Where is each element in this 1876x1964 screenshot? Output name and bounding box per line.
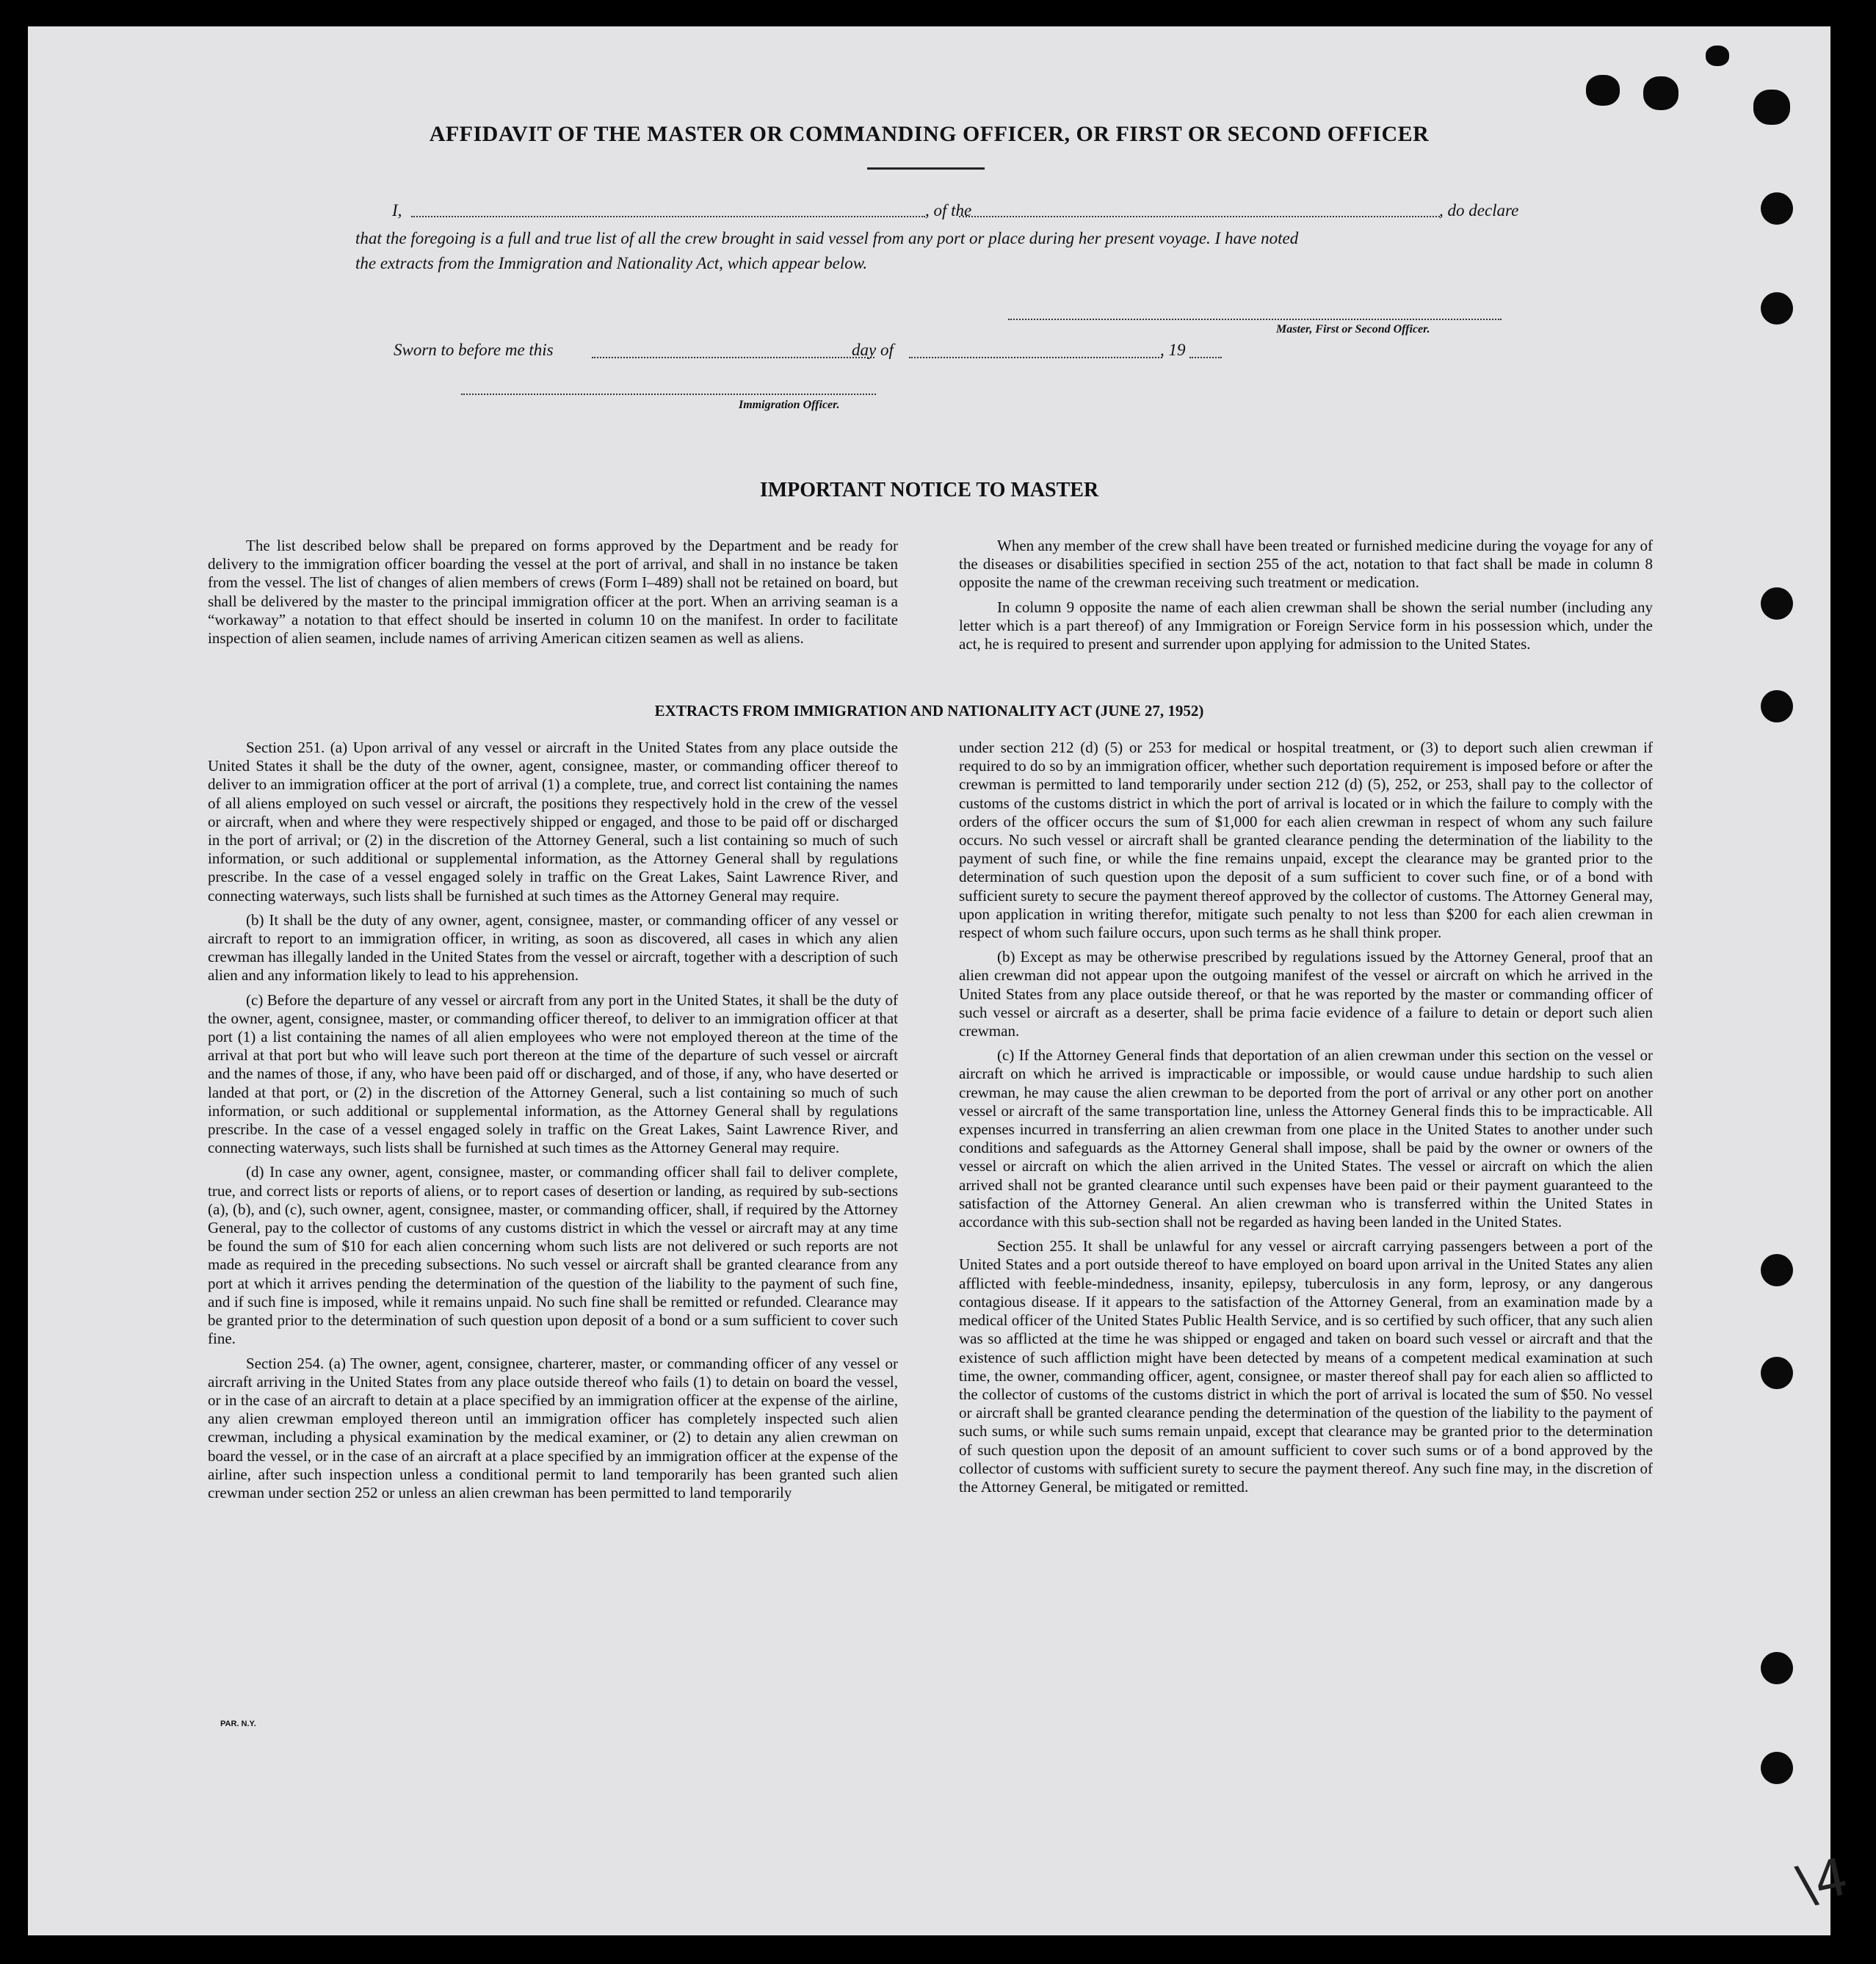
affidavit-line3: the extracts from the Immigration and Nationality Act, which appear below. (355, 254, 868, 272)
punch-hole-icon (1761, 1652, 1793, 1684)
affidavit-line2: that the foregoing is a full and true list of all the crew brought in said vessel from any port or place during her present voyage. I have noted (355, 229, 1299, 247)
officer-signature-field[interactable] (461, 394, 876, 395)
title-underline (867, 167, 985, 170)
sworn-day-field[interactable] (592, 357, 874, 358)
affidavit-i: I, (392, 201, 402, 220)
notice-left-column (208, 537, 898, 648)
master-signature-label: Master, First or Second Officer. (1276, 323, 1430, 336)
sworn-text: Sworn to before me this (394, 341, 554, 359)
ink-blot-icon (1586, 75, 1620, 106)
section-254a: Section 254. (a) The owner, agent, consignee, charterer, master, or commanding officer of any vessel or aircraft arriving in the United States from any place outside thereof who fails (1) to detain on board the vessel, or in the case of an aircraft to detain at a place specified by an immigration officer at the expense of the airline, any alien crewman employed thereon until an immigration officer has completely inspected such alien crewman, including a physical examination by the medical examiner, or (2) to detain any alien crewman on board the vessel, or in the case of an aircraft at a place specified by an immigration officer at the expense of the airline, after such inspection unless a conditional permit to land temporarily has been granted such alien crewman under section 252 or unless an alien crewman has been permitted to land temporarily (208, 1354, 898, 1501)
affidavit-title: AFFIDAVIT OF THE MASTER OR COMMANDING OFFICER, OR FIRST OR SECOND OFFICER (429, 122, 1430, 146)
section-251d: (d) In case any owner, agent, consignee, master, or commanding officer shall fail to deliver complete, true, and correct lists or reports of aliens, or to report cases of desertion or landing, as required by sub-sections (a), (b), and (c), such owner, agent, consignee, master, or commanding officer, shall, if required by the Attorney General, pay to the collector of customs of any customs district in which the vessel or aircraft may at any time be found the sum of $10 for each alien concerning whom such lists are not delivered or such reports are not made as required in the preceding subsections. No such vessel or aircraft shall be granted clearance from any port at which it arrives pending the determination of the question of the liability to the payment of such fine, and if such fine is imposed, while it remains unpaid. No such fine shall be remitted or refunded. Clearance may be granted prior to the determination of such question upon deposit of a bond or a sum sufficient to cover such fine. (208, 1163, 898, 1348)
sworn-month-field[interactable] (909, 357, 1162, 358)
notice-left-paragraph: The list described below shall be prepared on forms approved by the Department and be ready for delivery to the immigration officer boarding the vessel at the port of arrival, and shall in no instance be taken from the vessel. The list of changes of alien members of crews (Form I–489) shall not be retained on board, but shall be delivered by the master to the principal immigration officer at the port. When an arriving seaman is a “workaway” a notation to that effect should be inserted in column 10 on the manifest. In order to facilitate inspection of alien seamen, include names of arriving American citizen seamen as well as aliens. (208, 537, 898, 648)
section-254a-continued: under section 212 (d) (5) or 253 for medical or hospital treatment, or (3) to deport such alien crewman if required to do so by an immigration officer, whether such deportation requirement is imposed before or after the crewman is permitted to land temporarily under section 212 (d) (5), 252, or 253, shall pay to the collector of customs of the customs district in which the port of arrival is located or in which the failure to comply with the orders of the officer occurs the sum of $1,000 for each alien crewman in respect of whom any such failure occurs. No such vessel or aircraft shall be granted clearance pending the determination of the liability to the payment of such fine, or while the fine remains unpaid, except the clearance may be granted prior to the determination of such question upon the deposit of a sum sufficient to cover such fine, or of a bond with sufficient surety to secure the payment thereof approved by the collector of customs. The Attorney General may, upon application in writing therefor, mitigate such penalty to not less than $200 for each alien crewman in respect of whom such failure occurs, upon such terms as he shall think proper. (959, 739, 1653, 942)
punch-hole-icon (1761, 690, 1793, 722)
affidavit-of-the: , of the (925, 201, 972, 220)
form-page (28, 26, 1853, 1935)
ink-blot-icon (1643, 76, 1678, 110)
year-field[interactable] (1189, 357, 1222, 358)
section-251c: (c) Before the departure of any vessel or aircraft from any port in the United States, it shall be the duty of the owner, agent, consignee, master, or commanding officer thereof, to deliver to an immigration officer at that port (1) a list containing the names of all alien employees who were not employed thereon at the time of the arrival at that port but who will leave such port thereon at the time of the departure of such vessel or aircraft and the names of those, if any, who have been paid off or discharged, and of those, if any, who have deserted or landed at that port, or (2) in the discretion of the Attorney General, such a list containing so much of such information, or such additional or supplemental information, as the Attorney General shall by regulations prescribe. In the case of a vessel engaged solely in traffic on the Great Lakes, Saint Lawrence River, and connecting waterways, such lists shall be furnished at such times as the Attorney General may require. (208, 990, 898, 1157)
punch-hole-icon (1761, 292, 1793, 325)
name-field[interactable] (411, 216, 925, 217)
section-251a: Section 251. (a) Upon arrival of any vessel or aircraft in the United States from any place outside the United States it shall be the duty of the owner, agent, consignee, master, or commanding officer thereof to deliver to an immigration officer at the port of arrival (1) a complete, true, and correct list containing the names of all aliens employed on such vessel or aircraft, the positions they respectively hold in the crew of the vessel or aircraft, when and where they were respectively shipped or engaged, and those to be paid off or discharged in the port of arrival; or (2) in the discretion of the Attorney General, such a list containing so much of such information, or such additional or supplemental information, as the Attorney General shall by regulations prescribe. In the case of a vessel engaged solely in traffic on the Great Lakes, Saint Lawrence River, and connecting waterways, such lists shall be furnished at such times as the Attorney General may require. (208, 739, 898, 905)
section-251b: (b) It shall be the duty of any owner, agent, consignee, master, or commanding officer of any vessel or aircraft to report to an immigration officer, in writing, as soon as discovered, all cases in which any alien crewman has illegally landed in the United States from the vessel or aircraft, together with a description of such alien and any information likely to lead to his apprehension. (208, 910, 898, 985)
notice-title: IMPORTANT NOTICE TO MASTER (759, 479, 1099, 501)
extracts-right-column (959, 739, 1653, 1496)
notice-right-column (959, 537, 1653, 653)
punch-hole-icon (1761, 587, 1793, 620)
notice-right-paragraph-2: In column 9 opposite the name of each alien crewman shall be shown the serial number (including any letter which is a part thereof) of any Immigration or Foreign Service form in his possession which, under the act, he is required to present and surrender upon applying for admission to the United States. (959, 598, 1653, 653)
punch-hole-icon (1761, 192, 1793, 225)
section-254b: (b) Except as may be otherwise prescribed by regulations issued by the Attorney General, proof that an alien crewman did not appear upon the outgoing manifest of the vessel or aircraft on which he arrived in the United States from any place outside thereof, or that he was reported by the master or commanding officer of such vessel or aircraft as a deserter, shall be prima facie evidence of a failure to detain or deport such alien crewman. (959, 948, 1653, 1040)
day-of-text: day of (852, 341, 894, 359)
punch-hole-icon (1761, 1357, 1793, 1389)
notice-right-paragraph-1: When any member of the crew shall have been treated or furnished medicine during the voyage for any of the diseases or disabilities specified in section 255 of the act, notation to that fact shall be made in column 8 opposite the name of the crewman receiving such treatment or medication. (959, 537, 1653, 592)
punch-hole-icon (1761, 1752, 1793, 1784)
printer-mark: PAR. N.Y. (220, 1720, 256, 1728)
section-254c: (c) If the Attorney General finds that deportation of an alien crewman under this section on the vessel or aircraft on which he arrived is impracticable or impossible, or would cause undue hardship to such alien crewman, he may cause the alien crewman to be deported from the port of arrival or any other port on another vessel or aircraft of the same transportation line, unless the Attorney General finds this to be impracticable. All expenses incurred in transferring an alien crewman from one place in the United States to another under such conditions and safeguards as the Attorney General shall impose, shall be paid by the owner or owners of the vessel or aircraft on which the alien arrived in the United States. The vessel or aircraft on which the alien arrived shall not be granted clearance until such expenses have been paid or their payment guaranteed to the satisfaction of the Attorney General. An alien crewman who is transferred within the United States in accordance with this sub-section shall not be regarded as having been landed in the United States. (959, 1046, 1653, 1231)
ink-blot-icon (1706, 46, 1729, 66)
punch-hole-icon (1761, 1254, 1793, 1286)
extracts-left-column (208, 739, 898, 1502)
affidavit-do-declare: , do declare (1439, 201, 1519, 220)
section-255: Section 255. It shall be unlawful for any vessel or aircraft carrying passengers between a port of the United States and a port outside thereof to have employed on board upon arrival in the United States any alien afflicted with feeble-mindedness, insanity, epilepsy, tuberculosis in any form, leprosy, or any dangerous contagious disease. If it appears to the satisfaction of the Attorney General, from an examination made by a medical officer of the United States Public Health Service, and is so certified by such officer, that any such alien was so afflicted at the time he was shipped or engaged and taken on board such vessel or aircraft and that the existence of such affliction might have been detected by means of a competent medical examination at such time, the owner, commanding officer, agent, consignee, or master thereof shall pay for each alien so afflicted to the collector of customs of the customs district in which the port of arrival is located the sum of $50. No vessel or aircraft shall be granted clearance pending the determination of the question of the liability to the payment of such sums, or while such sums remain unpaid, except that clearance may be granted prior to the determination of such question upon the deposit of an amount sufficient to cover such sums or of a bond approved by the collector of customs with sufficient surety to secure the payment thereof. Any such fine may, in the discretion of the Attorney General, be mitigated or remitted. (959, 1237, 1653, 1496)
handwritten-page-mark: \4 (1792, 1846, 1853, 1916)
year-prefix: , 19 (1160, 341, 1186, 359)
ink-blot-icon (1753, 90, 1790, 125)
officer-signature-label: Immigration Officer. (739, 399, 840, 411)
vessel-field[interactable] (959, 216, 1440, 217)
extracts-title: EXTRACTS FROM IMMIGRATION AND NATIONALITY ACT (JUNE 27, 1952) (654, 702, 1204, 720)
master-signature-field[interactable] (1008, 319, 1502, 320)
